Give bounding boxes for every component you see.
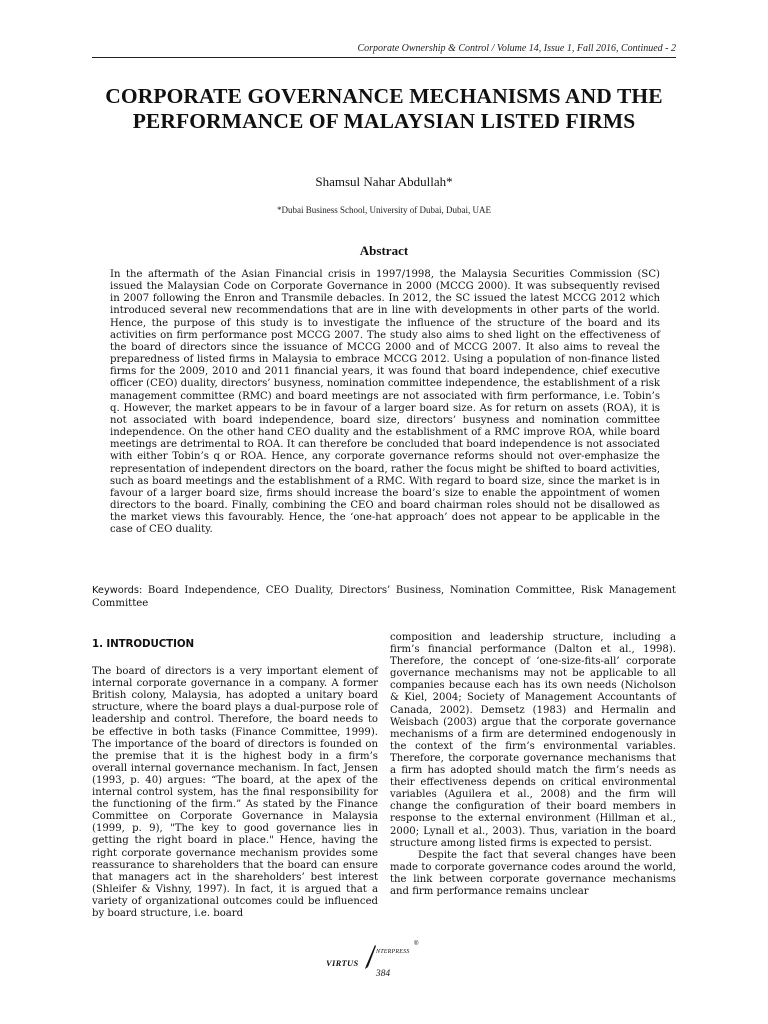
abstract-text: In the aftermath of the Asian Financial crisis in 1997/1998, the Malaysia Securities Commission (SC) issued the Malaysian Code on Corporate Governance in 2000 (MCCG 2000). It was subsequently revised in 2007 following the Enron and Transmile debacles. In 2012, the SC issued the latest MCCG 2012 which introduced several new recommendations that are in line with developments in other parts of the world. Hence, the purpose of this study is to investigate the influence of the structure of the board and its activities on firm performance post MCCG 2007. The study also aims to shed light on the effectiveness of the board of directors since the issuance of MCCG 2000 and of MCCG 2007. It also aims to reveal the preparedness of listed firms in Malaysia to embrace MCCG 2012. Using a population of non-finance listed firms for the 2009, 2010 and 2011 financial years, it was found that board independence, chief executive officer (CEO) duality, directors’ busyness, nomination committee independence, the establishment of a risk management committee (RMC) and board meetings are not associated with firm performance, i.e. Tobin’s q. However, the market appears to be in favour of a larger board size. As for return on assets (ROA), it is not associated with board independence, board size, directors’ busyness and nomination committee independence. On the other hand CEO duality and the establishment of a RMC improve ROA, while board meetings are detrimental to ROA. It can therefore be concluded that board independence is not associated with either Tobin’s q or ROA. Hence, any corporate governance reforms should not over-emphasize the representation of independent directors on the board, rather the focus might be shifted to board activities, such as board meetings and the establishment of a RMC. With regard to board size, since the market is in favour of a larger board size, firms should increase the board’s size to enable the appointment of women directors to the board. Finally, combining the CEO and board chairman roles should not be disallowed as the market views this favourably. Hence, the ‘one-hat approach’ does not appear to be applicable in the case of CEO duality. xyxy=(110,269,660,536)
publisher-name-left: VIRTUS xyxy=(326,958,359,968)
header-rule xyxy=(92,57,676,58)
keywords-label: Keywords: xyxy=(92,585,143,596)
author-affiliation: *Dubai Business School, University of Dubai, Dubai, UAE xyxy=(277,205,491,215)
introduction-paragraph-2: composition and leadership structure, including a firm’s financial performance (Dalton et al., 1998). Therefore, the concept of ‘one-size-fits-all’ corporate governance mechanisms may not be applicable to all companies because each has its own needs (Nicholson & Kiel, 2004; Society of Management Accountants of Canada, 2002). Demsetz (1983) and Hermalin and Weisbach (2003) argue that the corporate governance mechanisms of a firm are determined endogenously in the context of the firm’s environmental variables. Therefore, the corporate governance mechanisms that a firm has adopted should match the firm’s needs as their effectiveness depends on critical environmental variables (Aguilera et al., 2008) and the firm will change the configuration of their board members in response to the external environment (Hillman et al., 2000; Lynall et al., 2003). Thus, variation in the board structure among listed firms is expected to persist. xyxy=(390,632,676,849)
publisher-pen-icon xyxy=(362,944,378,970)
registered-mark: ® xyxy=(414,941,419,947)
right-column xyxy=(390,632,676,898)
running-head: Corporate Ownership & Control / Volume 14, Issue 1, Fall 2016, Continued - 2 xyxy=(357,43,676,54)
introduction-paragraph-3: Despite the fact that several changes have been made to corporate governance codes around the world, the link between corporate governance mechanisms and firm performance remains unclear xyxy=(390,849,676,897)
keywords xyxy=(92,584,676,610)
section-heading-introduction: 1. INTRODUCTION xyxy=(92,638,195,650)
paper-title: CORPORATE GOVERNANCE MECHANISMS AND THE PERFORMANCE OF MALAYSIAN LISTED FIRMS xyxy=(105,84,663,133)
introduction-paragraph-1: The board of directors is a very important element of internal corporate governance in a company. A former British colony, Malaysia, has adopted a unitary board structure, where the board plays a dual-purpose role of leadership and control. Therefore, the board needs to be effective in both tasks (Finance Committee, 1999). The importance of the board of directors is founded on the premise that it is the highest body in a firm’s overall internal governance mechanism. In fact, Jensen (1993, p. 40) argues: “The board, at the apex of the internal control system, has the final responsibility for the functioning of the firm.” As stated by the Finance Committee on Corporate Governance in Malaysia (1999, p. 9), "The key to good governance lies in getting the right board in place." Hence, having the right corporate governance mechanism provides some reassurance to shareholders that the board can ensure that managers act in the shareholders’ best interest (Shleifer & Vishny, 1997). In fact, it is argued that a variety of organizational outcomes could be influenced by board structure, i.e. board xyxy=(92,666,378,919)
author-name: Shamsul Nahar Abdullah* xyxy=(315,174,453,189)
page-number: 384 xyxy=(375,969,391,979)
abstract-heading: Abstract xyxy=(359,243,409,258)
publisher-name-right: NTERPRESS xyxy=(376,949,410,955)
left-column xyxy=(92,632,378,920)
keywords-text: Board Independence, CEO Duality, Directors’ Business, Nomination Committee, Risk Management Committee xyxy=(92,585,676,609)
